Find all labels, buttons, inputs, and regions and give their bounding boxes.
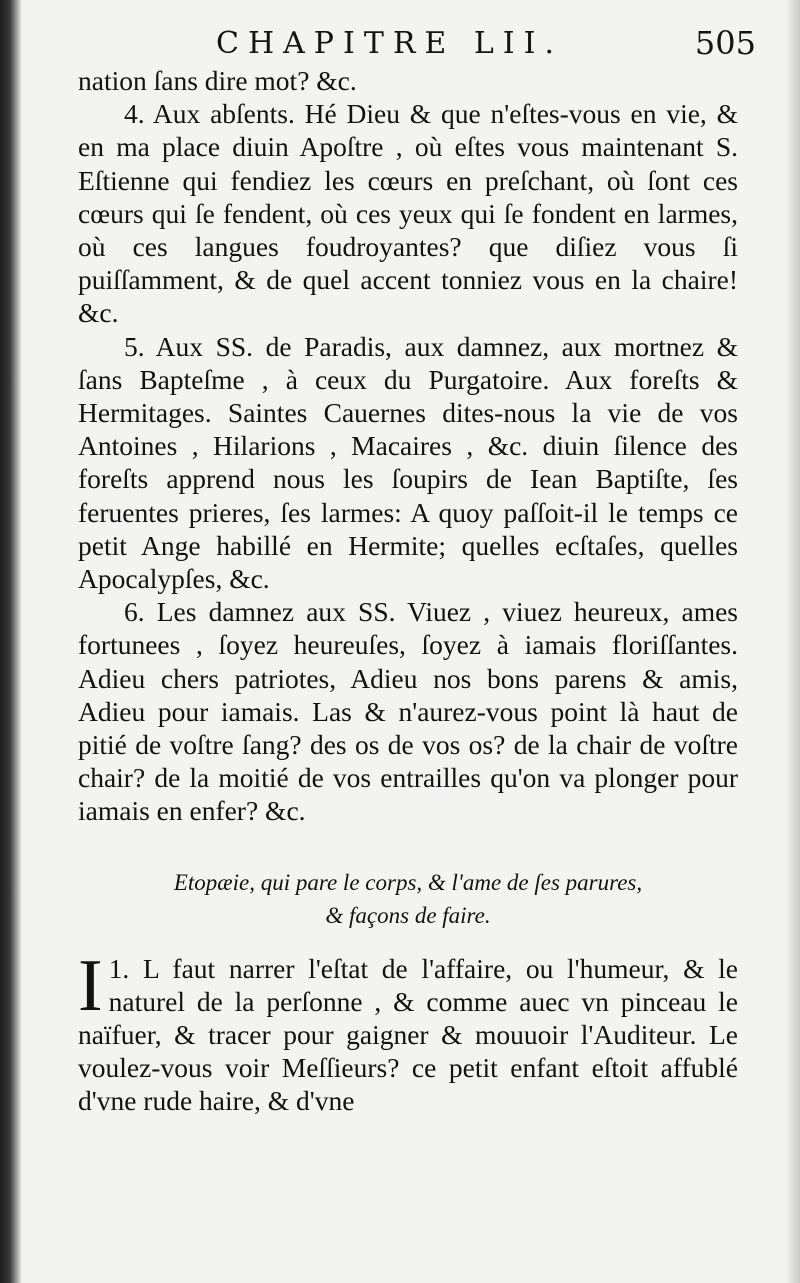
page-gutter-shadow — [0, 0, 22, 1283]
paragraph-5-aux-saints: 5. Aux SS. de Paradis, aux damnez, aux mortnez & ſans Bapteſme , à ceux du Purgatoire. Aux foreſts & Hermitages. Saintes Cauernes dites-nous la vie de vos Antoines , Hilarions , Macaires , &c. diuin ſilence des foreſts apprend nous les ſoupirs de Iean Baptiſte, ſes feruentes prieres, ſes larmes: A quoy paſſoit-il le temps ce petit Ange habillé en Hermite; quelles ecſtaſes, quelles Apocalypſes, &c. — [78, 330, 738, 595]
page-header — [216, 22, 756, 68]
page-number: 505 — [694, 24, 756, 62]
section-heading-line-2: & façons de faire. — [325, 902, 491, 928]
paragraph-number: 1. — [108, 952, 130, 984]
section-heading-line-1: Etopæie, qui pare le corps, & l'ame de ſes parures, — [173, 869, 643, 895]
paragraph-1-etopaeie — [78, 944, 738, 1118]
page-edge-shadow — [786, 0, 800, 1283]
paragraph-continuation: nation ſans dire mot? &c. — [78, 65, 357, 96]
paragraph-4-aux-absents: 4. Aux abſents. Hé Dieu & que n'eſtes-vous en vie, & en ma place diuin Apoſtre , où eſtes vous maintenant S. Eſtienne qui fendiez les cœurs en preſchant, où ſont ces cœurs qui ſe fendent, où ces yeux qui ſe fondent en larmes, où ces langues foudroyantes? que diſiez vous ſi puiſſamment, & de quel accent tonniez vous en la chaire! &c. — [78, 98, 738, 329]
section-heading — [78, 866, 738, 932]
text-block — [78, 64, 738, 1118]
paragraph-body: L faut narrer l'eſtat de l'affaire, ou l'humeur, & le naturel de la perſonne , & comme auec vn pinceau le naïfuer, & tracer pour gaigner & mouuoir l'Auditeur. Le voulez-vous voir Meſſieurs? ce petit enfant eſtoit affublé d'vne rude haire, & d'vne — [78, 952, 738, 1117]
paragraph-6-les-damnez: 6. Les damnez aux SS. Viuez , viuez heureux, ames fortunees , ſoyez heureuſes, ſoyez à iamais floriſſantes. Adieu chers patriotes, Adieu nos bons parens & amis, Adieu pour iamais. Las & n'aurez-vous point là haut de pitié de voſtre ſang? des os de vos os? de la chair de voſtre chair? de la moitié de vos entrailles qu'on va plonger pour iamais en enfer? &c. — [78, 596, 738, 827]
running-title: CHAPITRE LII. — [216, 26, 564, 61]
drop-cap-initial: I — [78, 944, 103, 1027]
